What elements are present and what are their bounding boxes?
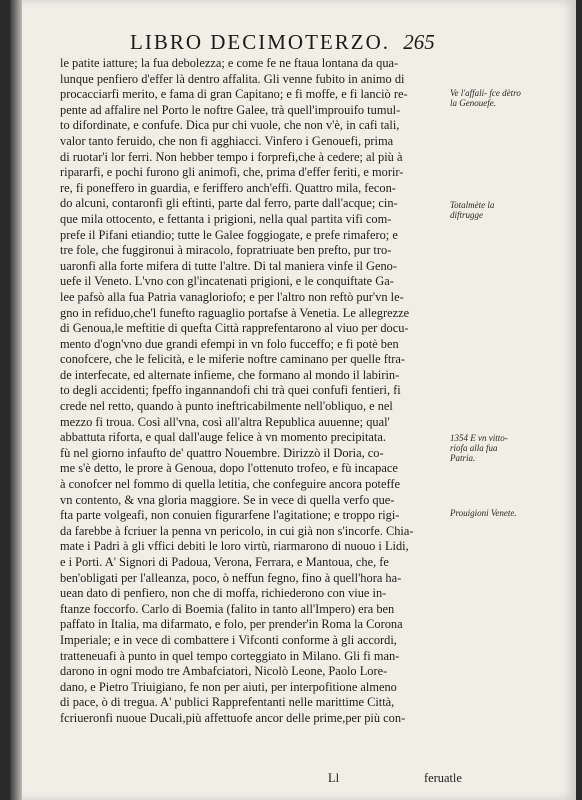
- marginal-note: 1354 E vn vitto- riofa alla fua Patria.: [450, 433, 508, 463]
- page-number: 265: [403, 30, 435, 54]
- page-gutter-shadow: [10, 0, 22, 800]
- text-line: mate i Padri à gli vffici debiti le loro virtù, riarmarono di nuouo i Lidi,: [60, 539, 409, 554]
- text-line: crede nel retto, quando à punto ineftricabilmente nell'obliquo, e nel: [60, 399, 393, 414]
- catchword: feruatle: [424, 771, 462, 785]
- text-line: conofcere, che le felicità, e le miferie noftre caminano per quelle ftra-: [60, 352, 406, 367]
- text-line: me s'è detto, le prore à Genoua, dopo l'ottenuto trofeo, e fù incapace: [60, 461, 398, 476]
- text-line: da farebbe à fcriuer la penna vn pericolo, in cui già non s'incorfe. Chia-: [60, 523, 414, 538]
- text-line: dano, e Pietro Triuigiano, fe non per aiuti, per interpofitione almeno: [60, 679, 397, 694]
- text-line: ben'obligati per l'alleanza, poco, ò neffun fegno, fino à quell'hora ha-: [60, 570, 402, 585]
- signature-mark: Ll: [328, 771, 340, 785]
- text-line: do alcuni, contaronfi gli eftinti, parte dal ferro, parte dall'acque; cin-: [60, 196, 398, 211]
- text-line: pente ad affalire nel Porto le noftre Galee, trà quell'improuifo tumul-: [60, 102, 401, 117]
- text-line: mento d'ogn'vno due grandi efempi in vn folo fucceffo; e fi potè ben: [60, 336, 399, 351]
- text-line: de interfecate, ed alternate infieme, che formano al mondo il labirin-: [60, 367, 400, 382]
- running-title: LIBRO DECIMOTERZO.: [130, 30, 390, 54]
- text-line: tratteneuafi à punto in quel tempo corteggiato in Milano. Gli fi man-: [60, 648, 400, 663]
- text-line: lee pafsò alla fua Patria vanagloriofo; e per l'altro non reftò pur'vn le-: [60, 289, 404, 304]
- text-line: uefe il Veneto. L'vno con gl'incatenati prigioni, e le conquiftate Ga-: [60, 274, 394, 289]
- text-line: uaronfi alla forte mifera di tutte l'altre. Di tal maniera vinfe il Geno-: [60, 258, 397, 273]
- text-line: tre fole, che fuggironui à miracolo, fopratriuate ben prefto, pur tro-: [60, 243, 392, 258]
- text-line: to difordinate, e confufe. Dica pur chi vuole, che non v'è, in cafi tali,: [60, 118, 400, 133]
- text-line: paffato in Italia, ma difarmato, e folo, per prender'in Roma la Corona: [60, 617, 403, 632]
- running-header: [130, 30, 450, 55]
- text-line: le patite iatture; la fua debolezza; e come fe ne ftaua lontana da qua-: [60, 56, 399, 70]
- book-page: [10, 0, 576, 800]
- text-line: abbattuta riforta, e qual dall'auge felice à vn momento precipitata.: [60, 430, 386, 445]
- text-line: à conofcer nel fommo di quella letitia, che confeguire ancora poteffe: [60, 477, 401, 492]
- text-line: fta parte volgeafi, non conuien figurarfene l'agitatione; e troppo rigi-: [60, 508, 400, 523]
- text-line: fcriueronfi nuoue Ducali,più affettuofe ancor delle prime,per più con-: [60, 710, 406, 725]
- text-line: di ruotar'i lor ferri. Non hebber tempo i forprefi,che à cedere; al più à: [60, 149, 403, 164]
- text-line: ftanze foccorfo. Carlo di Boemia (falito in tanto all'Impero) era ben: [60, 601, 395, 616]
- text-line: ripararfi, e pochi furono gli animofi, che, prima d'effer feriti, e morir-: [60, 165, 404, 180]
- text-line: lunque penfiero d'effer là dentro affalita. Gli venne fubito in animo di: [60, 71, 405, 86]
- text-line: fù nel giorno infaufto de' quattro Nouembre. Dirizzò il Doria, co-: [60, 445, 384, 460]
- marginal-note: Prouigioni Venete.: [450, 508, 517, 518]
- text-line: e i Porti. A' Signori di Padoua, Verona, Ferrara, e Mantoua, che, fe: [60, 555, 389, 569]
- text-line: mezzo fi troua. Così all'vna, così all'altra Republica auuenne; qual': [60, 414, 390, 429]
- text-line: di pace, ò di tregua. A' publici Rapprefentanti nelle marittime Città,: [60, 695, 395, 710]
- text-line: re, fi poneffero in guardia, e feriffero anch'effi. Quattro mila, fecon-: [60, 180, 396, 195]
- text-line: darono in ogni modo tre Ambafciatori, Nicolò Leone, Paolo Lore-: [60, 664, 388, 679]
- text-line: valor tanto feruido, che non fi agghiacci. Vinfero i Genouefi, prima: [60, 133, 394, 148]
- body-text: [60, 56, 446, 727]
- text-line: vn contento, & vna gloria maggiore. Se in vece di quella verfo que-: [60, 492, 395, 507]
- text-line: prefe il Pifani etiandio; tutte le Galee foggiogate, e prefe rimafero; e: [60, 227, 398, 242]
- text-line: di Genoua,le meftitie di quefta Città rapprefentarono al viuo per docu-: [60, 321, 409, 336]
- text-line: uean dato di penfiero, non che di moffa, richiederono con viue in-: [60, 586, 387, 601]
- marginal-note: Totalmète la diftrugge: [450, 200, 495, 220]
- marginal-note: Ve l'affali- fce dètro la Genouefe.: [450, 88, 521, 108]
- text-line: procacciarfi merito, e fama di gran Capitano; e fi moffe, e fi lanciò re-: [60, 87, 408, 102]
- text-line: que mila ottocento, e fettanta i prigioni, nella qual partita vifi com-: [60, 211, 392, 226]
- text-line: gno in refiduo,che'l funefto raguaglio portafse à Venetia. Le allegrezze: [60, 305, 410, 320]
- text-line: to degli accidenti; fpeffo ingannandofi chi trà quei confufi fentieri, fi: [60, 383, 401, 398]
- text-line: Imperiale; e in vece di combattere i Vifconti conforme à gli accordi,: [60, 632, 397, 647]
